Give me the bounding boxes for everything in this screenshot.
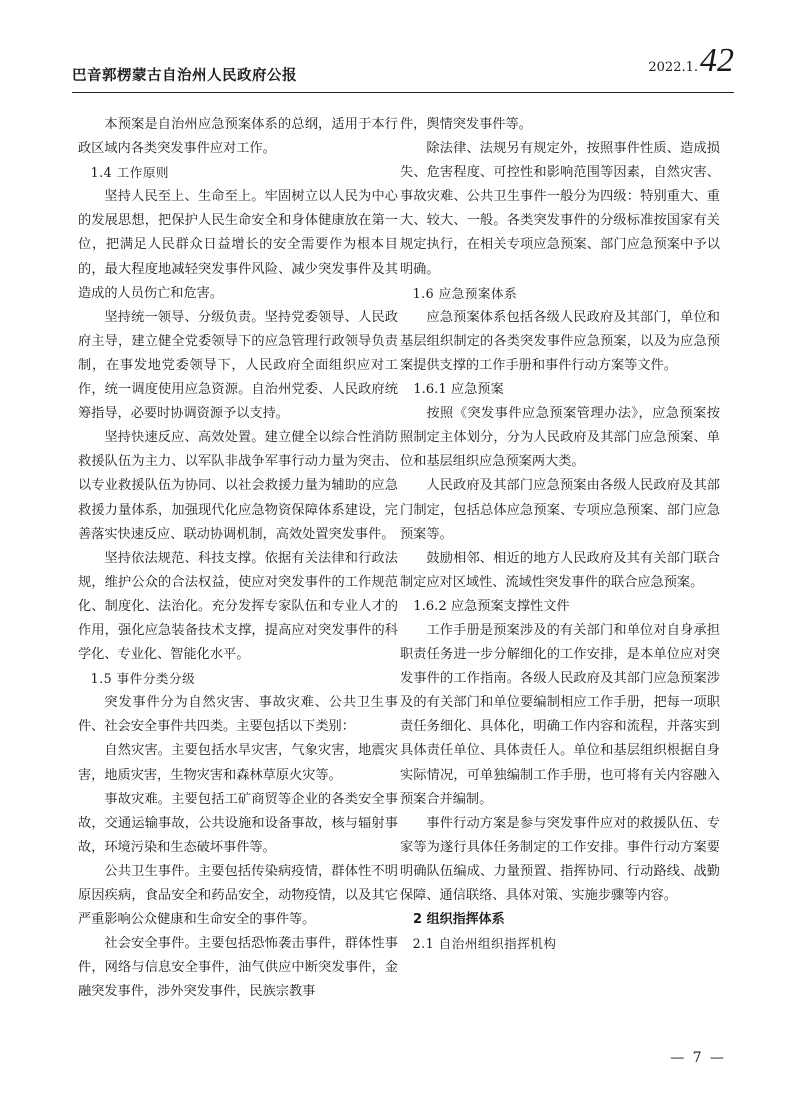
paragraph: 应急预案体系包括各级人民政府及其部门，单位和基层组织制定的各类突发事件应急预案，以及为应急预案提供支撑的工作手册和事件行动方案等文件。 xyxy=(400,309,720,373)
issue-number: 42 xyxy=(700,42,734,79)
issue-label xyxy=(648,44,734,78)
paragraph: 除法律、法规另有规定外，按照事件性质、造成损失、危害程度、可控性和影响范围等因素，自然灾害、事故灾难、公共卫生事件一般分为四级：特别重大、重大、较大、一般。各类突发事件的分级标准按国家有关规定执行，在相关专项应急预案、部门应急预案中予以明确。 xyxy=(400,141,720,277)
paragraph: 鼓励相邻、相近的地方人民政府及其有关部门联合制定应对区域性、流域性突发事件的联合应急预案。 xyxy=(400,550,720,590)
sub-subsection-heading: 1.6.2 应急预案支撑性文件 xyxy=(413,598,570,614)
paragraph: 坚持统一领导、分级负责。坚持党委领导、人民政府主导，建立健全党委领导下的应急管理行政领导负责制，在事发地党委领导下，人民政府全面组织应对工作，统一调度使用应急资源。自治州党委、人民政府统筹指导，必要时协调资源予以支持。 xyxy=(78,309,398,422)
subsection-heading: 1.6 应急预案体系 xyxy=(412,285,518,301)
paragraph: 公共卫生事件。主要包括传染病疫情，群体性不明原因疾病，食品安全和药品安全，动物疫情，以及其它严重影响公众健康和生命安全的事件等。 xyxy=(78,863,398,928)
subsection-heading: 2.1 自治州组织指挥机构 xyxy=(412,936,557,952)
paragraph: 社会安全事件。主要包括恐怖袭击事件，群体性事件，网络与信息安全事件，油气供应中断突发事件，金融突发事件，涉外突发事件，民族宗教事 xyxy=(78,936,398,1000)
paragraph: 事故灾难。主要包括工矿商贸等企业的各类安全事故，交通运输事故，公共设施和设备事故，核与辐射事故，环境污染和生态破坏事件等。 xyxy=(78,791,398,855)
issue-date: 2022.1. xyxy=(648,60,698,75)
paragraph: 人民政府及其部门应急预案由各级人民政府及其部门制定，包括总体应急预案、专项应急预案、部门应急预案等。 xyxy=(400,478,720,542)
paragraph: 按照《突发事件应急预案管理办法》，应急预案按照制定主体划分，分为人民政府及其部门应急预案、单位和基层组织应急预案两大类。 xyxy=(400,406,720,470)
section-heading: 2 组织指挥体系 xyxy=(413,912,505,928)
paragraph: 坚持快速反应、高效处置。建立健全以综合性消防救援队伍为主力、以军队非战争军事行动力量为突击、以专业救援队伍为协同、以社会救援力量为辅助的应急救援力量体系，加强现代化应急物资保障体系建设，完善落实快速反应、联动协调机制，高效处置突发事件。 xyxy=(78,430,398,542)
sub-subsection-heading: 1.6.1 应急预案 xyxy=(413,382,504,398)
paragraph: 工作手册是预案涉及的有关部门和单位对自身承担职责任务进一步分解细化的工作安排，是本单位应对突发事件的工作指南。各级人民政府及其部门应急预案涉及的有关部门和单位要编制相应工作手册，把每一项职责任务细化、具体化，明确工作内容和流程，并落实到具体责任单位、具体责任人。单位和基层组织根据自身实际情况，可单独编制工作手册，也可将有关内容融入预案合并编制。 xyxy=(400,622,720,807)
paragraph: 坚持依法规范、科技支撑。依据有关法律和行政法规，维护公众的合法权益，使应对突发事件的工作规范化、制度化、法治化。充分发挥专家队伍和专业人才的作用，强化应急装备技术支撑，提高应对突发事件的科学化、专业化、智能化水平。 xyxy=(78,550,398,663)
paragraph: 坚持人民至上、生命至上。牢固树立以人民为中心的发展思想，把保护人民生命安全和身体健康放在第一位，把满足人民群众日益增长的安全需要作为根本目的，最大程度地减轻突发事件风险、减少突发事件及其造成的人员伤亡和危害。 xyxy=(78,189,398,301)
paragraph: 自然灾害。主要包括水旱灾害，气象灾害，地震灾害，地质灾害，生物灾害和森林草原火灾等。 xyxy=(78,743,398,783)
page-header xyxy=(72,42,734,90)
paragraph: 事件行动方案是参与突发事件应对的救援队伍、专家等为遂行具体任务制定的工作安排。事件行动方案要明确队伍编成、力量预置、指挥协同、行动路线、战勤保障、通信联络、具体对策、实施步骤等内容。 xyxy=(400,815,720,903)
right-column xyxy=(400,113,720,956)
left-column xyxy=(78,113,398,1004)
header-divider xyxy=(72,92,734,93)
subsection-heading: 1.4 工作原则 xyxy=(90,165,170,181)
subsection-heading: 1.5 事件分类分级 xyxy=(90,671,196,687)
paragraph: 突发事件分为自然灾害、事故灾难、公共卫生事件、社会安全事件共四类。主要包括以下类别： xyxy=(78,695,398,735)
journal-title: 巴音郭楞蒙古自治州人民政府公报 xyxy=(72,68,297,84)
page-number: — 7 — xyxy=(670,1050,726,1066)
paragraph-continued: 件，舆情突发事件等。 xyxy=(400,117,532,132)
paragraph: 本预案是自治州应急预案体系的总纲，适用于本行政区域内各类突发事件应对工作。 xyxy=(78,117,398,157)
